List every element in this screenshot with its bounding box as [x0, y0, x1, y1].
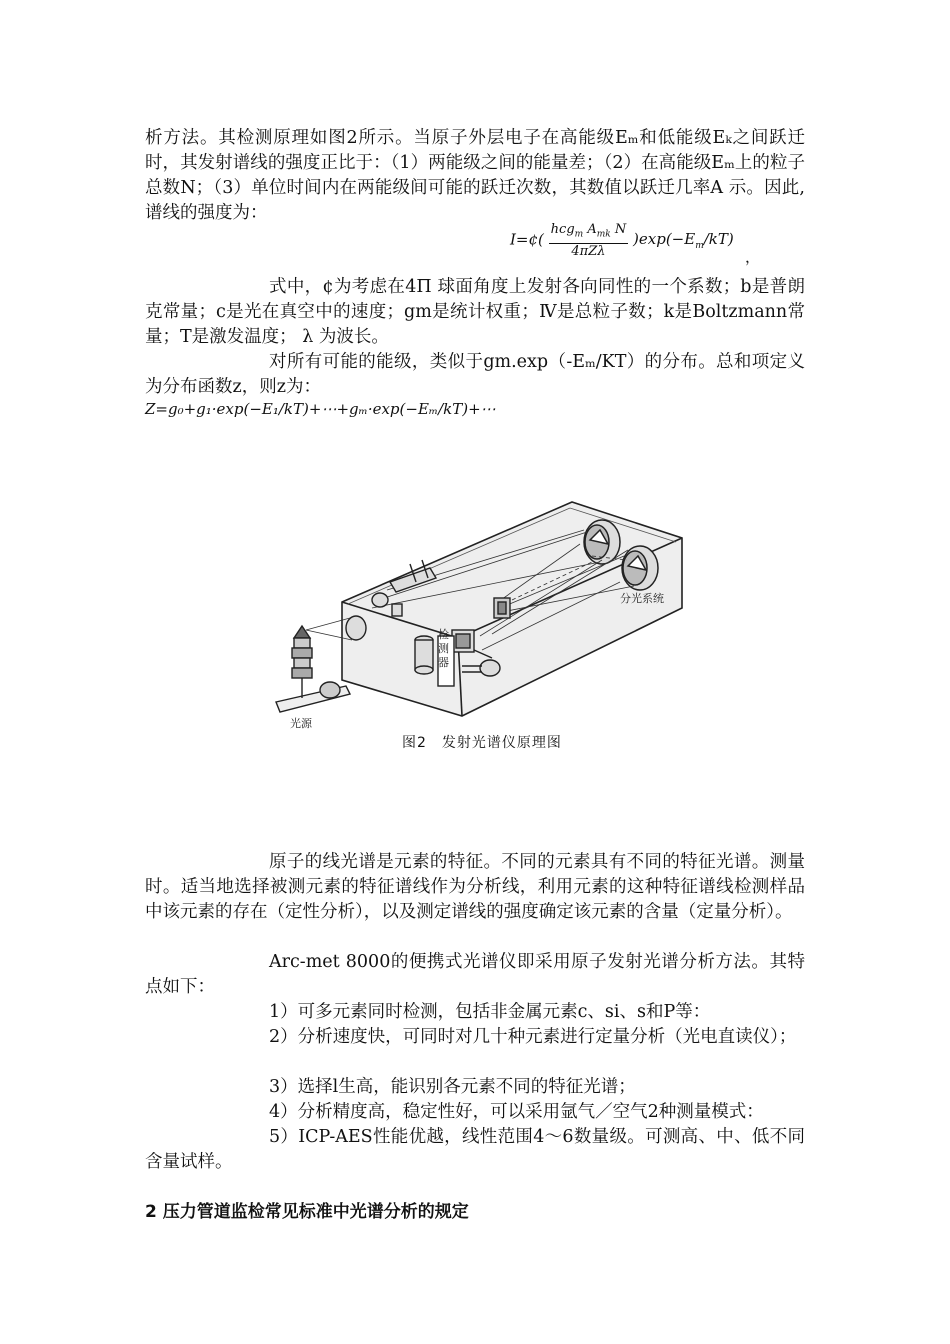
- paragraph-symbols: 式中，¢为考虑在4Π 球面角度上发射各向同性的一个系数；b是普朗克常量；c是光在真空中的速度；gm是统计权重；Ⅳ是总粒子数；k是Boltzmann常量；T是激发温度； λ 为波长。: [145, 277, 805, 347]
- figure-caption: 图2 发射光谱仪原理图: [402, 735, 562, 751]
- list-item-3: 3）选择l生高，能识别各元素不同的特征光谱；: [269, 1077, 636, 1097]
- list-item-5: 5）ICP-AES性能优越，线性范围4～6数量级。可测高、中、低不同含量试样。: [145, 1127, 805, 1172]
- intensity-formula: I=¢( hcg$_m$ $A_{mk}$ N 4πZλ )$\exp(-E_m/kT)$: [510, 222, 734, 259]
- spectrometer-diagram: [262, 490, 702, 730]
- list-item-1: 1）可多元素同时检测，包括非金属元素c、si、s和P等：: [269, 1002, 711, 1022]
- paragraph-principle: 析方法。其检测原理如图2所示。当原子外层电子在高能级Eₘ和低能级Eₖ之间跃迁时，其发射谱线的强度正比于：（1）两能级之间的能量差；（2）在高能级Eₘ上的粒子总数N；（3）单位时间内在两能级间可能的跃迁次数，其数值以跃迁几率A 示。因此,谱线的强度为：: [145, 128, 805, 223]
- section-heading: 2 压力管道监检常见标准中光谱分析的规定: [145, 1202, 469, 1222]
- paragraph-arc-met: Arc-met 8000的便携式光谱仪即采用原子发射光谱分析方法。其特点如下：: [145, 952, 805, 997]
- label-light-source: 光源: [290, 717, 312, 730]
- list-item-2: 2）分析速度快，可同时对几十种元素进行定量分析（光电直读仪）；: [269, 1027, 797, 1047]
- formula-comma: ，: [745, 248, 761, 266]
- list-item-4: 4）分析精度高，稳定性好，可以采用氩气／空气2种测量模式：: [269, 1102, 764, 1122]
- paragraph-line-spectrum: 原子的线光谱是元素的特征。不同的元素具有不同的特征光谱。测量时。适当地选择被测元素的特征谱线作为分析线，利用元素的这种特征谱线检测样品中该元素的存在（定性分析），以及测定谱线的强度确定该元素的含量（定量分析）。: [145, 852, 805, 922]
- paragraph-partition: 对所有可能的能级，类似于gm.exp（-Eₘ/KT）的分布。总和项定义为分布函数z，则z为：: [145, 352, 805, 397]
- label-detector: 检测器: [438, 628, 449, 669]
- partition-formula: Z=g₀+g₁·exp(−E₁/kT)+⋯+gₘ·exp(−Eₘ/kT)+⋯: [145, 400, 496, 418]
- label-spectroscopic-system: 分光系统: [620, 592, 664, 605]
